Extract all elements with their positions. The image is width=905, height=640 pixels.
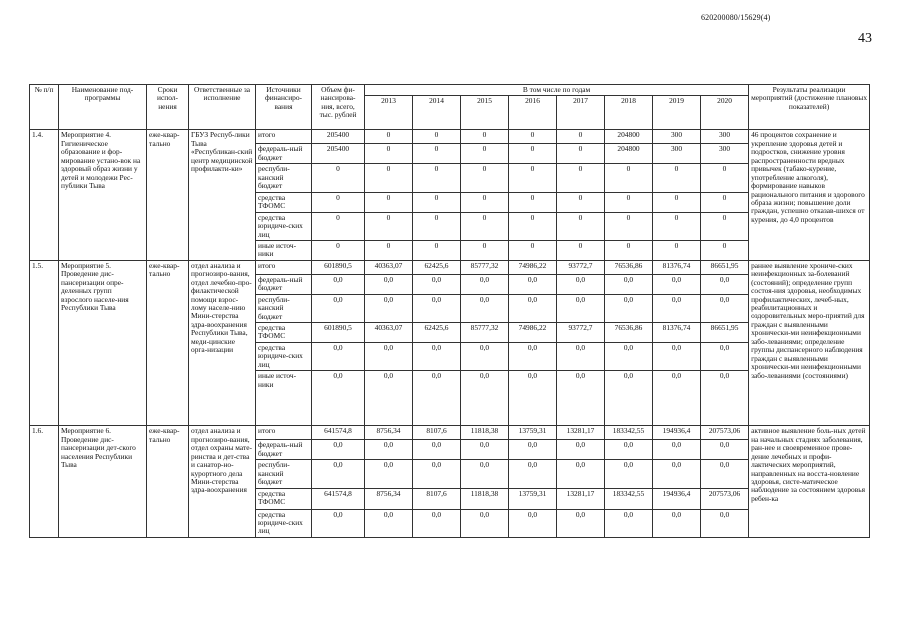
measure-result: 46 процентов сохранение и укрепление здоровья детей и подростков, снижение уровня распространенности вредных привычек (табако-курение, употребление алкоголя), формирование навыков рационального питания и здорового образа жизни; повышение доли граждан, успешно отказав-шихся от курения, до 4,0 процентов [749,130,870,260]
year-value: 0,0 [701,294,749,322]
year-value: 300 [701,130,749,144]
year-value: 0,0 [557,460,605,488]
year-value: 76536,86 [605,323,653,343]
year-value: 0,0 [461,274,509,294]
row-number: 1.5. [30,260,59,426]
year-value: 0 [413,192,461,212]
year-value: 0,0 [557,440,605,460]
year-value: 0,0 [653,371,701,426]
measure-name: Мероприятие 5. Проведение дис-пансеризации опре-деленных групп взрослого населе-ния Республики Тыва [59,260,147,426]
year-value: 0 [701,192,749,212]
measure-name: Мероприятие 6. Проведение дис-пансеризации дет-ского населения Республики Тыва [59,426,147,538]
measure-result: активное выявление боль-ных детей на начальных стадиях заболевания, ран-нее и своевременное прове-дение лечебных и профи-лактических мероприятий, направленных на восста-новление здоровья, систе-матическое наблюдение за состоянием здоровья ребен-ка [749,426,870,538]
year-value: 0,0 [701,371,749,426]
budget-table [29,84,870,538]
year-value: 0 [509,192,557,212]
year-value: 0 [653,240,701,260]
funding-source: средства юридиче-ских лиц [256,212,312,240]
year-value: 81376,74 [653,260,701,274]
funding-total: 0,0 [312,440,365,460]
year-value: 76536,86 [605,260,653,274]
page-number: 43 [858,31,872,46]
year-value: 85777,32 [461,260,509,274]
col-header-results: Результаты реализации мероприятий (достижение плановых показателей) [749,85,870,130]
year-value: 85777,32 [461,323,509,343]
year-value: 0,0 [701,509,749,537]
measure-responsible: отдел анализа и прогнозиро-вания, отдел лечебно-про-филактической помощи взрос-лому населе-нию Мини-стерства здра-воохранения Республики Тыва, меди-цинские орга-низации [189,260,256,426]
year-value: 0,0 [461,440,509,460]
year-value: 0,0 [605,343,653,371]
funding-source: средства юридиче-ских лиц [256,509,312,537]
year-value: 0,0 [461,343,509,371]
col-header-responsible: Ответственные за исполнение [189,85,256,130]
year-value: 0,0 [509,440,557,460]
year-value: 0,0 [605,509,653,537]
year-value: 300 [653,144,701,164]
year-value: 0 [461,192,509,212]
col-header-year: 2015 [461,96,509,130]
funding-source: федераль-ный бюджет [256,144,312,164]
year-value: 0,0 [605,294,653,322]
year-value: 0 [413,212,461,240]
year-value: 0,0 [365,440,413,460]
year-value: 0 [509,240,557,260]
funding-total: 0 [312,240,365,260]
year-value: 183342,55 [605,426,653,440]
year-value: 0 [509,164,557,192]
year-value: 0 [413,240,461,260]
year-value: 0 [365,130,413,144]
year-value: 8756,34 [365,426,413,440]
year-value: 93772,7 [557,260,605,274]
year-value: 62425,6 [413,260,461,274]
col-header-year: 2018 [605,96,653,130]
funding-source: средства юридиче-ских лиц [256,343,312,371]
year-value: 0,0 [413,460,461,488]
funding-source: республи-канский бюджет [256,460,312,488]
funding-total: 641574,8 [312,426,365,440]
col-header-total: Объем фи-нансирова-ния, всего, тыс. рублей [312,85,365,130]
year-value: 0 [413,164,461,192]
funding-source: республи-канский бюджет [256,294,312,322]
year-value: 0 [461,164,509,192]
row-number: 1.6. [30,426,59,538]
year-value: 0 [509,144,557,164]
year-value: 0 [605,164,653,192]
funding-source: итого [256,130,312,144]
year-value: 0 [365,212,413,240]
year-value: 0,0 [365,294,413,322]
year-value: 13759,31 [509,426,557,440]
year-value: 0,0 [365,274,413,294]
year-value: 0 [413,144,461,164]
col-header-year: 2019 [653,96,701,130]
year-value: 0 [365,164,413,192]
year-value: 183342,55 [605,488,653,509]
year-value: 0,0 [509,343,557,371]
table-row [30,426,870,440]
year-value: 0,0 [365,460,413,488]
row-number: 1.4. [30,130,59,260]
year-value: 0 [461,144,509,164]
year-value: 0 [557,192,605,212]
year-value: 0 [365,144,413,164]
year-value: 0 [461,130,509,144]
table-header [30,85,870,130]
year-value: 0 [365,192,413,212]
year-value: 0,0 [653,294,701,322]
funding-total: 205400 [312,130,365,144]
year-value: 0,0 [413,294,461,322]
year-value: 0 [365,240,413,260]
year-value: 0,0 [605,440,653,460]
year-value: 0,0 [413,371,461,426]
year-value: 0,0 [509,294,557,322]
year-value: 0,0 [557,343,605,371]
year-value: 13281,17 [557,488,605,509]
year-value: 40363,07 [365,260,413,274]
year-value: 0 [701,212,749,240]
year-value: 0,0 [413,274,461,294]
year-value: 62425,6 [413,323,461,343]
year-value: 0,0 [509,460,557,488]
year-value: 11818,38 [461,488,509,509]
document-code: 620200080/15629(4) [701,13,771,22]
measure-term: еже-квар-тально [147,260,189,426]
measure-responsible: ГБУЗ Респуб-лики Тыва «Республикан-ский центр медицинской профилакти-ки» [189,130,256,260]
year-value: 300 [701,144,749,164]
funding-source: иные источ-ники [256,371,312,426]
year-value: 0,0 [557,294,605,322]
year-value: 0,0 [509,274,557,294]
col-header-year: 2013 [365,96,413,130]
funding-total: 641574,8 [312,488,365,509]
year-value: 0,0 [365,343,413,371]
year-value: 0,0 [653,440,701,460]
year-value: 0,0 [653,343,701,371]
year-value: 0,0 [701,274,749,294]
measure-term: еже-квар-тально [147,130,189,260]
funding-total: 0 [312,164,365,192]
year-value: 0 [557,130,605,144]
funding-total: 0,0 [312,274,365,294]
year-value: 0,0 [557,509,605,537]
year-value: 0,0 [509,371,557,426]
col-header-year: 2020 [701,96,749,130]
year-value: 81376,74 [653,323,701,343]
funding-source: итого [256,426,312,440]
measure-responsible: отдел анализа и прогнозиро-вания, отдел охраны мате-ринства и дет-ства и санатор-но-курортного дела Мини-стерства здра-воохранения [189,426,256,538]
funding-total: 601890,5 [312,323,365,343]
year-value: 8756,34 [365,488,413,509]
year-value: 0,0 [701,440,749,460]
funding-total: 0,0 [312,294,365,322]
year-value: 0,0 [653,460,701,488]
funding-source: федераль-ный бюджет [256,440,312,460]
measure-result: раннее выявление хрониче-ских неинфекционных за-болеваний (состояний); определение групп состоя-ния здоровья, необходимых профилактических, лечеб-ных, реабилитационных и оздоровительных меро-приятий для граждан с выявленными хронически-ми неинфекционными забо-леваниями; определение группы диспансерного наблюдения граждан с выявленными хронически-ми неинфекционными забо-леваниями (состояниями) [749,260,870,426]
funding-total: 601890,5 [312,260,365,274]
col-header-year: 2014 [413,96,461,130]
year-value: 0 [605,240,653,260]
year-value: 0,0 [461,371,509,426]
funding-total: 0,0 [312,343,365,371]
measure-name: Мероприятие 4. Гигиеническое образование и фор-мирование устано-вок на здоровый образ жизни у детей и молодежи Рес-публики Тыва [59,130,147,260]
year-value: 0 [653,212,701,240]
year-value: 0 [461,212,509,240]
year-value: 0,0 [413,343,461,371]
col-header-num: № п/п [30,85,59,130]
year-value: 13281,17 [557,426,605,440]
year-value: 0 [701,240,749,260]
year-value: 8107,6 [413,426,461,440]
funding-source: федераль-ный бюджет [256,274,312,294]
year-value: 0 [413,130,461,144]
year-value: 0,0 [605,274,653,294]
funding-source: средства ТФОМС [256,323,312,343]
year-value: 207573,06 [701,426,749,440]
funding-total: 0 [312,192,365,212]
year-value: 0,0 [701,343,749,371]
funding-source: итого [256,260,312,274]
year-value: 86651,95 [701,323,749,343]
year-value: 0,0 [461,460,509,488]
year-value: 0,0 [365,509,413,537]
year-value: 74986,22 [509,260,557,274]
year-value: 93772,7 [557,323,605,343]
funding-total: 0,0 [312,460,365,488]
table-row [30,260,870,274]
year-value: 0,0 [461,294,509,322]
year-value: 0,0 [653,274,701,294]
year-value: 0,0 [653,509,701,537]
year-value: 0 [605,192,653,212]
funding-total: 0 [312,212,365,240]
col-header-name: Наименование под-программы [59,85,147,130]
table-body [30,130,870,537]
year-value: 0,0 [605,460,653,488]
funding-source: республи-канский бюджет [256,164,312,192]
year-value: 204800 [605,144,653,164]
funding-source: средства ТФОМС [256,488,312,509]
funding-source: иные источ-ники [256,240,312,260]
year-value: 0 [509,130,557,144]
year-value: 0 [509,212,557,240]
funding-source: средства ТФОМС [256,192,312,212]
year-value: 0 [653,192,701,212]
year-value: 0,0 [701,460,749,488]
year-value: 0,0 [605,371,653,426]
year-value: 0,0 [557,371,605,426]
year-value: 0 [557,164,605,192]
year-value: 8107,6 [413,488,461,509]
table-row [30,130,870,144]
year-value: 11818,38 [461,426,509,440]
col-header-year: 2016 [509,96,557,130]
col-header-term: Сроки испол-нения [147,85,189,130]
year-value: 0 [557,212,605,240]
funding-total: 0,0 [312,371,365,426]
measure-term: еже-квар-тально [147,426,189,538]
funding-total: 0,0 [312,509,365,537]
year-value: 0 [557,144,605,164]
year-value: 86651,95 [701,260,749,274]
year-value: 40363,07 [365,323,413,343]
year-value: 0,0 [557,274,605,294]
year-value: 0,0 [365,371,413,426]
year-value: 0 [605,212,653,240]
year-value: 74986,22 [509,323,557,343]
funding-total: 205400 [312,144,365,164]
year-value: 0,0 [413,509,461,537]
col-header-year: 2017 [557,96,605,130]
year-value: 0,0 [509,509,557,537]
year-value: 194936,4 [653,426,701,440]
year-value: 194936,4 [653,488,701,509]
col-header-sources: Источники финансиро-вания [256,85,312,130]
year-value: 300 [653,130,701,144]
year-value: 0,0 [413,440,461,460]
year-value: 207573,06 [701,488,749,509]
year-value: 0 [701,164,749,192]
year-value: 204800 [605,130,653,144]
year-value: 0,0 [461,509,509,537]
year-value: 0 [557,240,605,260]
col-header-years-group: В том числе по годам [365,85,749,96]
year-value: 13759,31 [509,488,557,509]
year-value: 0 [461,240,509,260]
year-value: 0 [653,164,701,192]
